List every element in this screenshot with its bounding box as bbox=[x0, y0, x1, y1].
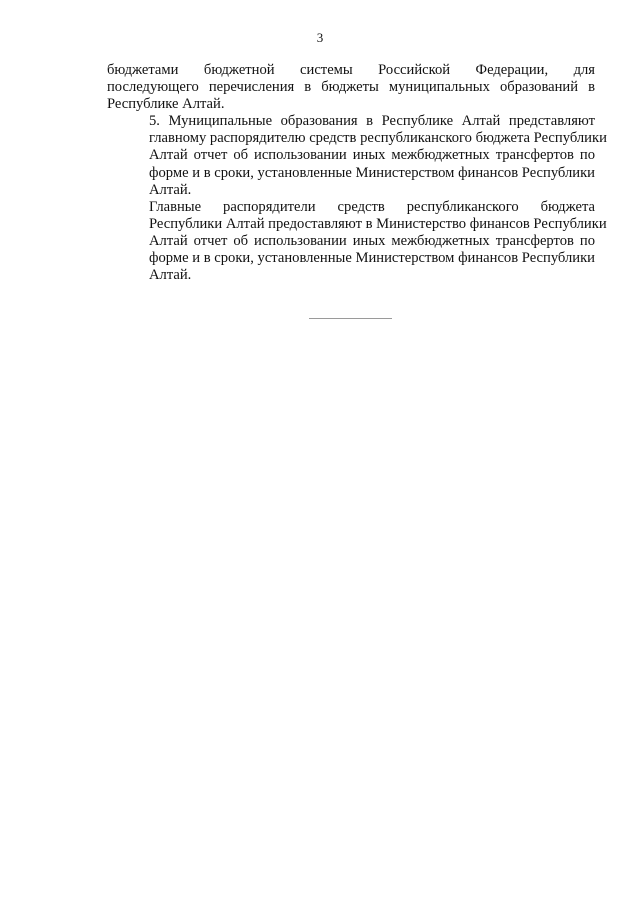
text-line: 5. Муниципальные образования в Республике Алтай представляют bbox=[149, 113, 595, 130]
paragraph-item-5 bbox=[107, 113, 607, 198]
end-divider bbox=[309, 318, 392, 319]
text-line: главному распорядителю средств республиканского бюджета Республики bbox=[149, 130, 607, 147]
document-body bbox=[107, 62, 607, 284]
text-line: Алтай. bbox=[149, 181, 192, 198]
paragraph-continuation bbox=[107, 62, 595, 113]
text-line: Алтай. bbox=[149, 267, 192, 284]
text-line: Главные распорядители средств республиканского бюджета bbox=[149, 198, 595, 215]
text-line: форме и в сроки, установленные Министерством финансов Республики bbox=[149, 250, 595, 267]
text-line: Республики Алтай предоставляют в Министерство финансов Республики bbox=[149, 215, 607, 232]
text-line: бюджетами бюджетной системы Российской Федерации, для bbox=[107, 62, 595, 78]
text-line: Алтай отчет об использовании иных межбюджетных трансфертов по bbox=[149, 232, 595, 249]
text-line: последующего перечисления в бюджеты муниципальных образований в bbox=[107, 79, 595, 96]
text-line: Алтай отчет об использовании иных межбюджетных трансфертов по bbox=[149, 147, 595, 164]
text-line: Республике Алтай. bbox=[107, 96, 225, 113]
paragraph-chief-managers bbox=[107, 198, 607, 284]
text-line: форме и в сроки, установленные Министерством финансов Республики bbox=[149, 164, 595, 181]
page-number: 3 bbox=[316, 30, 324, 45]
